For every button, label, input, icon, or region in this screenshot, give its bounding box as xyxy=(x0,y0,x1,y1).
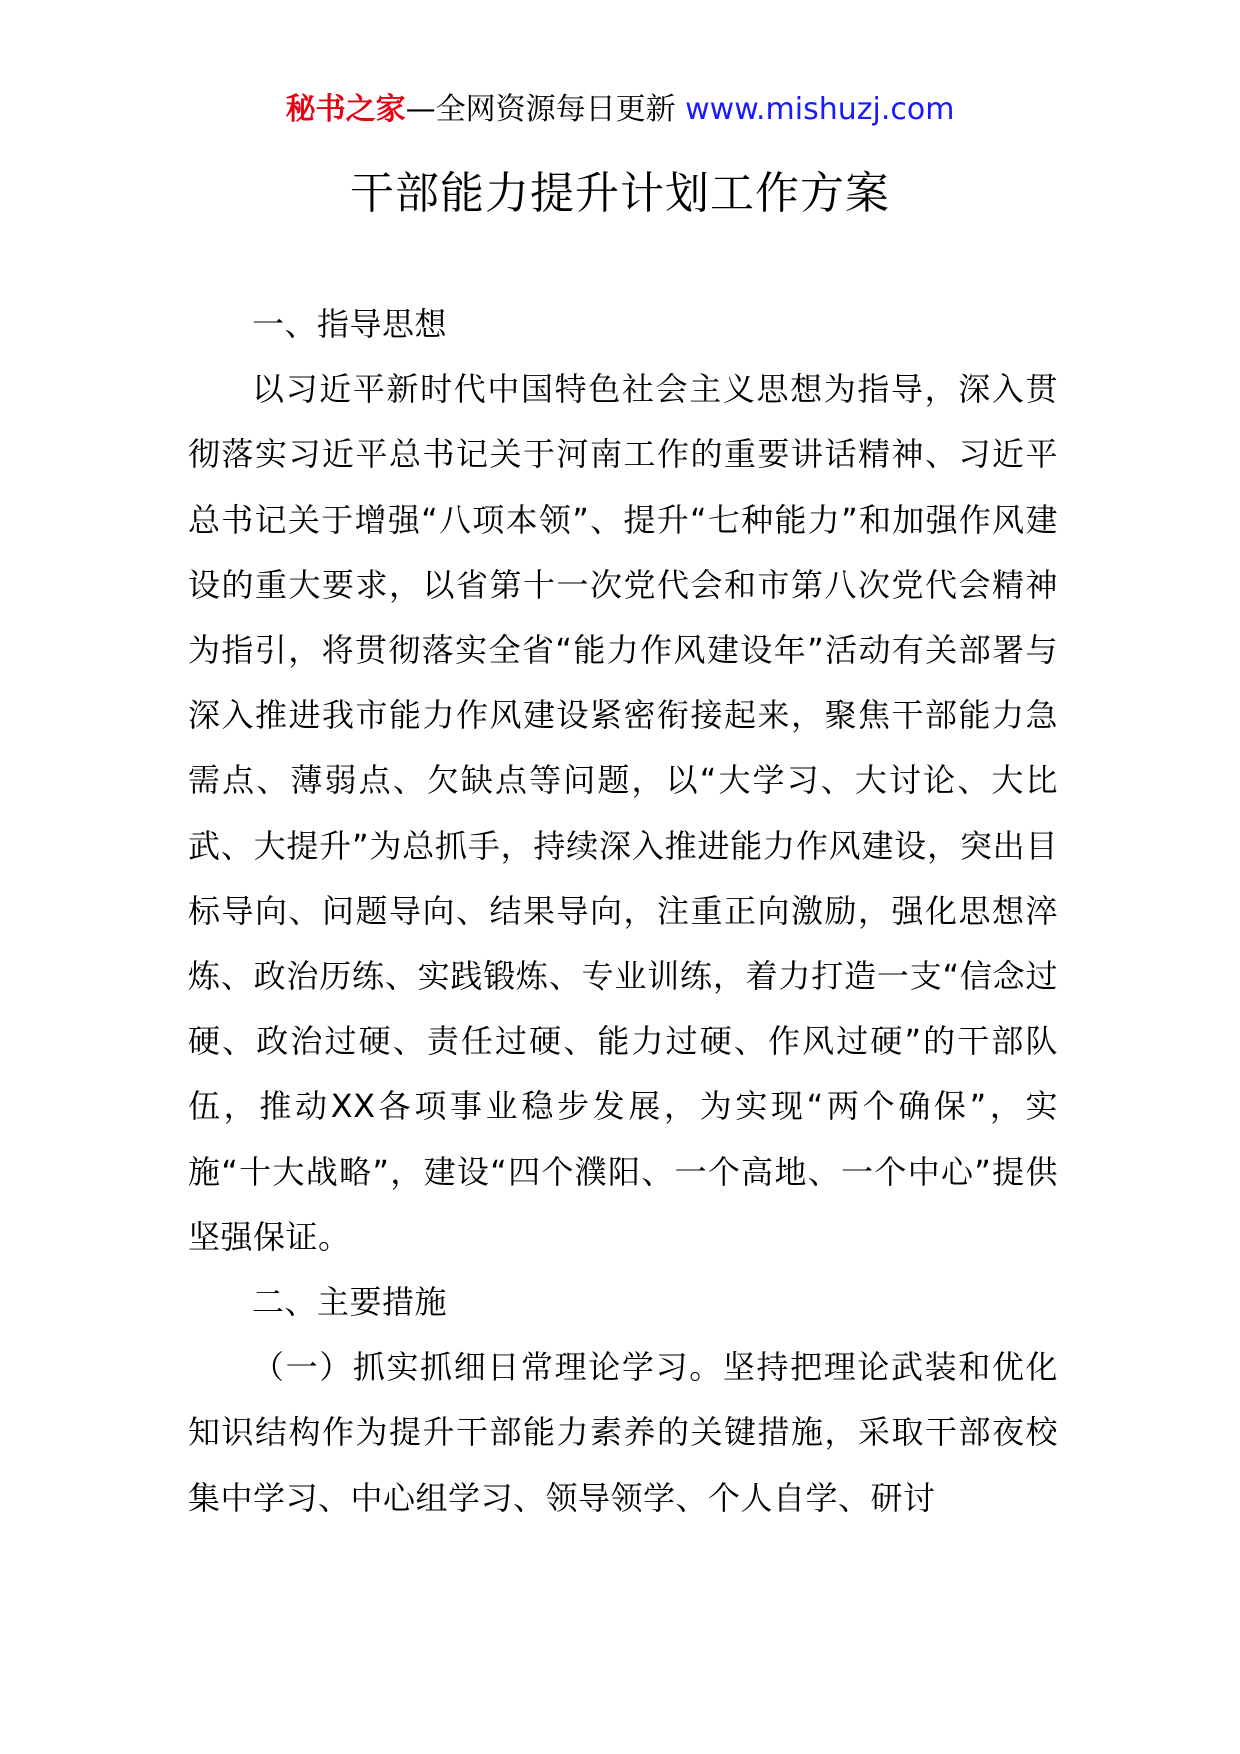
site-url-link[interactable]: www.mishuzj.com xyxy=(685,92,955,127)
paragraph-main-measures: （一）抓实抓细日常理论学习。坚持把理论武装和优化知识结构作为提升干部能力素养的关键措施，采取干部夜校集中学习、中心组学习、领导领学、个人自学、研讨 xyxy=(188,1348,1058,1517)
section-heading-main-measures: 二、主要措施 xyxy=(252,1283,448,1322)
section-heading-guiding-ideology: 一、指导思想 xyxy=(252,305,448,343)
brand-name: 秘书之家 xyxy=(285,92,406,127)
site-header xyxy=(0,90,1240,130)
paragraph-guiding-ideology: 以习近平新时代中国特色社会主义思想为指导，深入贯彻落实习近平总书记关于河南工作的重要讲话精神、习近平总书记关于增强“八项本领”、提升“七种能力”和加强作风建设的重大要求，以省第十一次党代会和市第八次党代会精神为指引，将贯彻落实全省“能力作风建设年”活动有关部署与深入推进我市能力作风建设紧密衔接起来，聚焦干部能力急需点、薄弱点、欠缺点等问题，以“大学习、大讨论、大比武、大提升”为总抓手，持续深入推进能力作风建设，突出目标导向、问题导向、结果导向，注重正向激励，强化思想淬炼、政治历练、实践锻炼、专业训练，着力打造一支“信念过硬、政治过硬、责任过硬、能力过硬、作风过硬”的干部队伍，推动XX各项事业稳步发展，为实现“两个确保”，实施“十大战略”，建设“四个濮阳、一个高地、一个中心”提供坚强保证。 xyxy=(188,370,1058,1256)
document-title: 干部能力提升计划工作方案 xyxy=(350,168,890,219)
document-body xyxy=(188,292,1058,1531)
header-tagline: —全网资源每日更新 xyxy=(405,92,686,127)
